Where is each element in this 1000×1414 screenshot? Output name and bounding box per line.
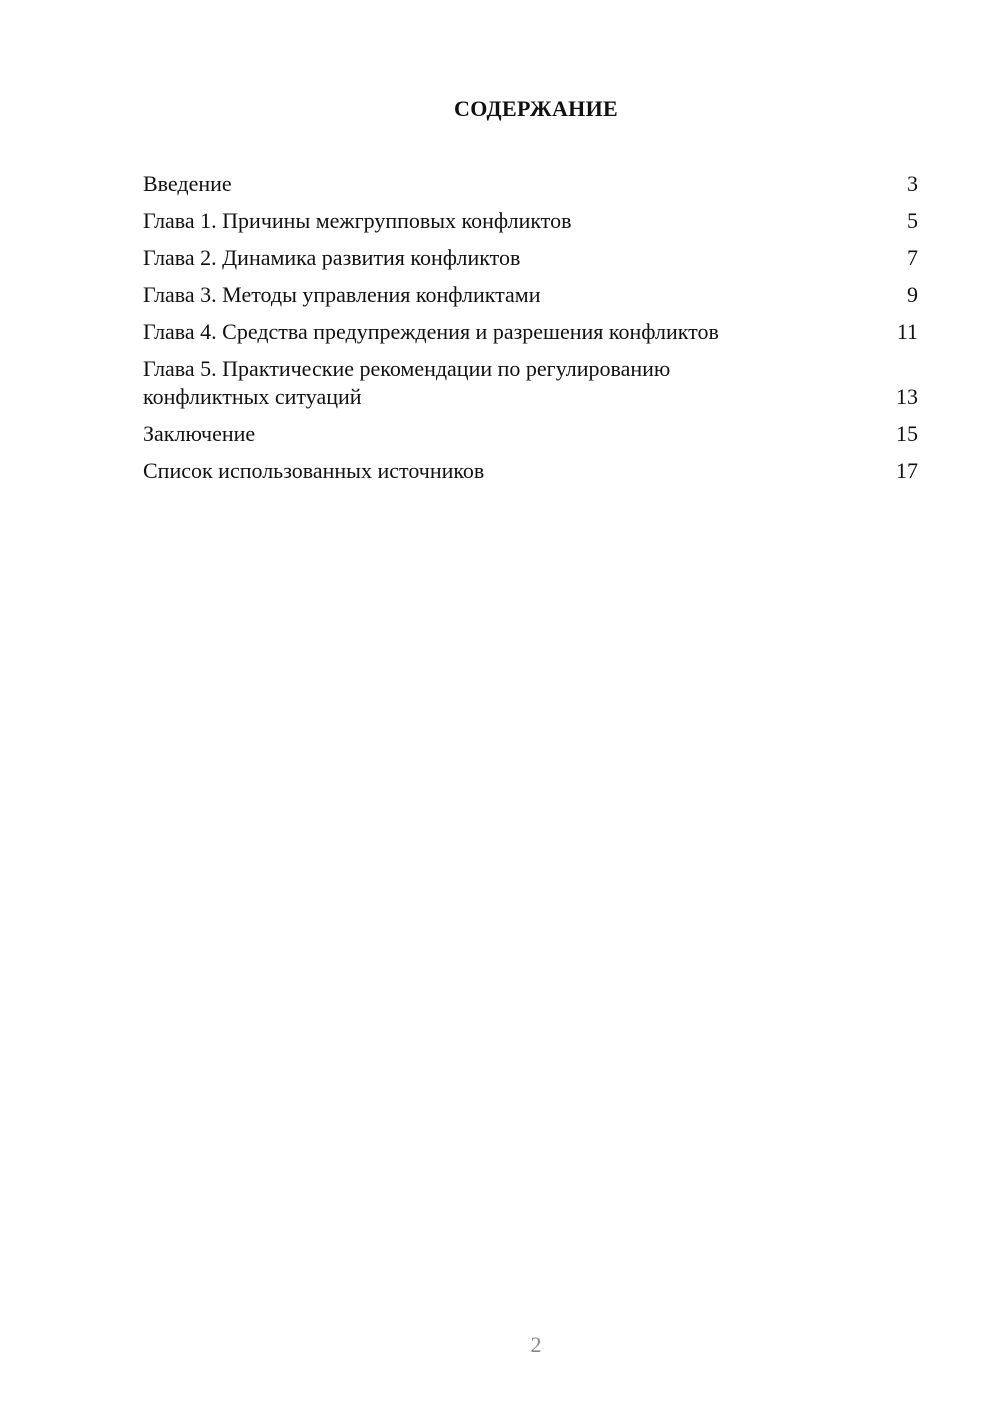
toc-entry-page: 11 bbox=[896, 319, 918, 344]
toc-entry-chapter-4 bbox=[143, 318, 918, 346]
toc-entry-page: 7 bbox=[907, 245, 918, 270]
toc-entry-page: 9 bbox=[907, 282, 918, 307]
toc-entry-chapter-1 bbox=[143, 207, 918, 235]
toc-entry-label: Глава 2. Динамика развития конфликтов bbox=[143, 245, 521, 270]
page-title: СОДЕРЖАНИЕ bbox=[454, 96, 618, 121]
toc-entry-label: Список использованных источников bbox=[143, 458, 485, 483]
toc-entry-label: Глава 3. Методы управления конфликтами bbox=[143, 282, 541, 307]
toc-entry-page: 15 bbox=[896, 421, 918, 446]
toc-entry-chapter-3 bbox=[143, 281, 918, 309]
toc-entry-references bbox=[143, 457, 918, 485]
toc-entry-label: Введение bbox=[143, 171, 232, 196]
toc-entry-conclusion bbox=[143, 420, 918, 448]
toc-entry-page: 5 bbox=[907, 208, 918, 233]
toc-entry-introduction bbox=[143, 170, 918, 198]
toc-entry-page: 17 bbox=[896, 458, 918, 483]
toc-entry-chapter-5 bbox=[143, 355, 918, 411]
table-of-contents bbox=[143, 170, 918, 494]
toc-entry-label: Глава 4. Средства предупреждения и разрешения конфликтов bbox=[143, 319, 719, 344]
toc-entry-chapter-2 bbox=[143, 244, 918, 272]
toc-entry-label: Заключение bbox=[143, 421, 256, 446]
page-number: 2 bbox=[530, 1332, 542, 1357]
toc-entry-page: 3 bbox=[907, 171, 918, 196]
toc-entry-page: 13 bbox=[896, 384, 918, 409]
toc-entry-label: Глава 5. Практические рекомендации по регулированию конфликтных ситуаций bbox=[143, 356, 671, 409]
toc-entry-label: Глава 1. Причины межгрупповых конфликтов bbox=[143, 208, 572, 233]
